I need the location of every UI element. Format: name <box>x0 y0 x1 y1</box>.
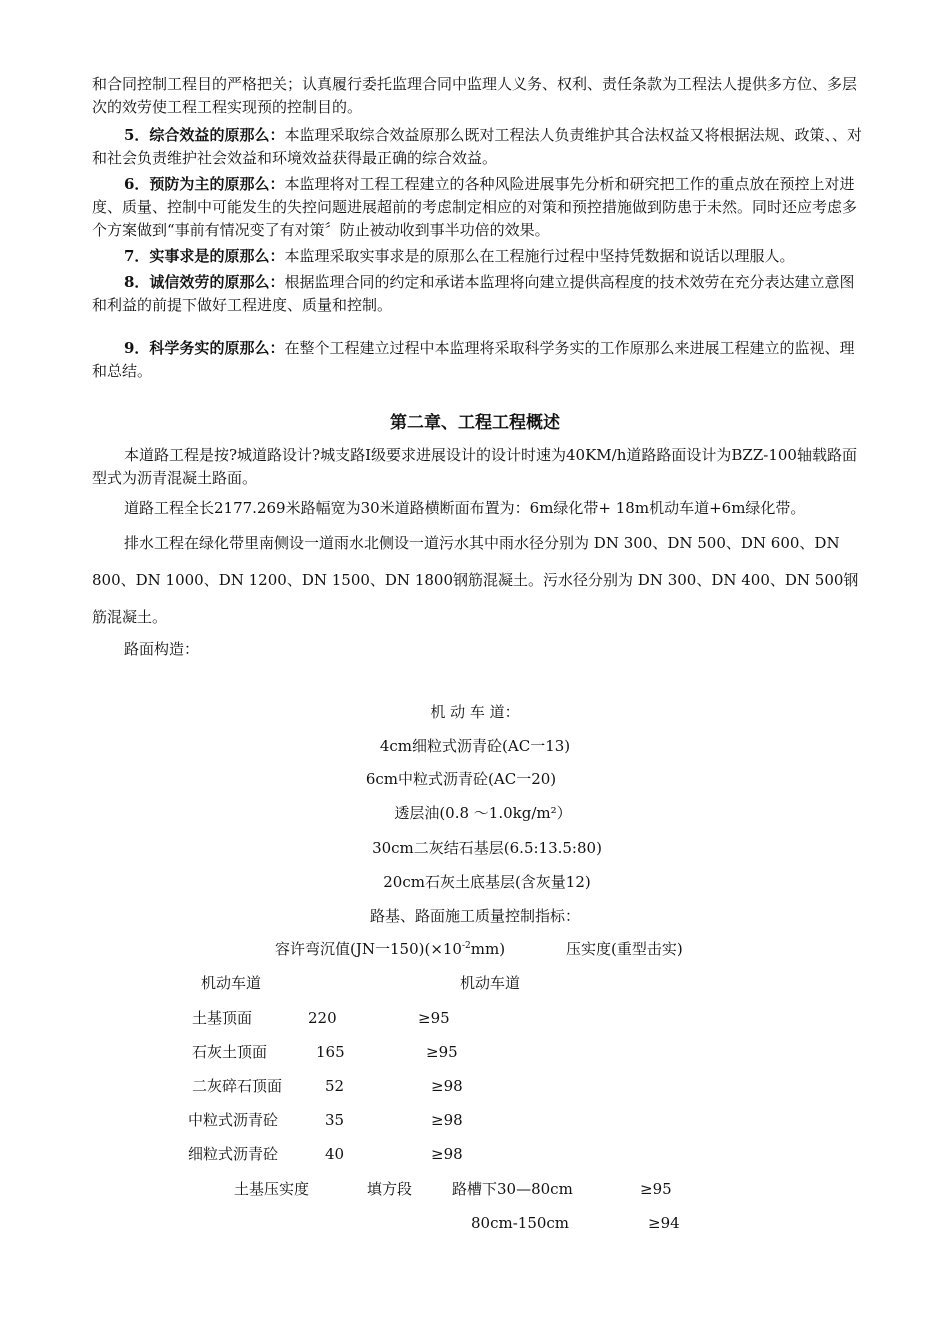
soil-range-2: 80cm-150cm <box>471 1214 570 1232</box>
principle-6-text: 本监理将对工程工程建立的各种风险进展事先分析和研究把工作的重点放在预控上对进度、质量、控制中可能发生的失控问题进展超前的考虑制定相应的对策和预控措施做到防患于未然。同时还应考虑多个方案做到“事前有情况变了有对策〞防止被动收到事半功倍的效果。 <box>92 175 858 239</box>
overview-paragraph-2: 道路工程全长2177.269米路幅宽为30米道路横断面布置为：6m绿化带+ 18m机动车道+6m绿化带。 <box>124 499 806 517</box>
row-name: 二灰碎石顶面 <box>192 1077 283 1095</box>
principle-9 <box>92 337 862 383</box>
quality-title: 路基、路面施工质量控制指标： <box>369 907 580 925</box>
principle-9-text: 在整个工程建立过程中本监理将采取科学务实的工作原那么来进展工程建立的监视、理和总结。 <box>92 339 855 380</box>
principle-5 <box>92 124 862 170</box>
deflection-header <box>275 939 505 959</box>
principle-9-label: 9．科学务实的原那么： <box>124 339 285 357</box>
deflection-exponent: -2 <box>461 941 471 951</box>
paragraph-continuation: 和合同控制工程目的严格把关；认真履行委托监理合同中监理人义务、权利、责任条款为工程法人提供多方位、多层次的效劳使工程工程实现预的控制目的。 <box>92 75 858 116</box>
soil-value-2: ≥94 <box>648 1214 680 1232</box>
row-deflection: 220 <box>308 1009 337 1027</box>
principle-7-label: 7．实事求是的原那么： <box>124 247 285 265</box>
deflection-label-b: mm) <box>470 940 506 958</box>
row-deflection: 35 <box>325 1111 345 1129</box>
row-deflection: 165 <box>316 1043 345 1061</box>
principle-7-text: 本监理采取实事求是的原那么在工程施行过程中坚持凭数据和说话以理服人。 <box>284 247 795 265</box>
overview-paragraph-4: 路面构造： <box>124 640 200 658</box>
principle-8-text: 根据监理合同的约定和承诺本监理将向建立提供高程度的技术效劳在充分表达建立意图和利益的前提下做好工程进度、质量和控制。 <box>92 273 855 314</box>
soil-compaction-label: 土基压实度 <box>234 1180 310 1198</box>
structure-layer-5: 20cm石灰土底基层(含灰量12) <box>383 873 591 891</box>
row-compaction: ≥98 <box>431 1111 463 1129</box>
chapter-title: 第二章、工程工程概述 <box>390 413 560 433</box>
row-name: 土基顶面 <box>192 1009 253 1027</box>
principle-5-text: 本监理采取综合效益原那么既对工程法人负责维护其合法权益又将根据法规、政策、、对和社会负责维护社会效益和环境效益获得最正确的综合效益。 <box>92 126 862 167</box>
compaction-header: 压实度(重型击实) <box>566 940 683 958</box>
column-label-left: 机动车道 <box>201 974 262 992</box>
fill-section-label: 填方段 <box>367 1180 413 1198</box>
column-label-right: 机动车道 <box>460 974 521 992</box>
row-name: 石灰土顶面 <box>192 1043 268 1061</box>
principle-8 <box>92 271 862 317</box>
row-compaction: ≥95 <box>418 1009 450 1027</box>
principle-7 <box>92 245 862 268</box>
overview-paragraph-1: 本道路工程是按?城道路设计?城支路Ⅰ级要求进展设计的设计时速为40KM/h道路路面设计为BZZ-100轴载路面型式为沥青混凝土路面。 <box>92 446 857 487</box>
overview-paragraph-3: 排水工程在绿化带里南侧设一道雨水北侧设一道污水其中雨水径分别为 DN 300、DN 500、DN 600、DN 800、DN 1000、DN 1200、DN 1500、DN 1800钢筋混凝土。污水径分别为 DN 300、DN 400、DN 500钢筋混凝土。 <box>92 534 859 626</box>
row-name: 细粒式沥青砼 <box>188 1145 279 1163</box>
structure-layer-2: 6cm中粒式沥青砼(AC一20) <box>365 770 557 788</box>
deflection-label-a: 容许弯沉值(JN一150)(×10 <box>275 940 462 958</box>
structure-layer-1: 4cm细粒式沥青砼(AC一13) <box>379 737 571 755</box>
principle-6-label: 6．预防为主的原那么： <box>124 175 285 193</box>
row-compaction: ≥98 <box>431 1145 463 1163</box>
principle-6 <box>92 173 862 242</box>
row-deflection: 52 <box>325 1077 345 1095</box>
soil-range-1: 路槽下30—80cm <box>452 1180 573 1198</box>
principle-8-label: 8．诚信效劳的原那么： <box>124 273 285 291</box>
structure-layer-4: 30cm二灰结石基层(6.5:13.5:80) <box>372 839 602 857</box>
soil-value-1: ≥95 <box>640 1180 672 1198</box>
row-compaction: ≥95 <box>426 1043 458 1061</box>
row-deflection: 40 <box>325 1145 345 1163</box>
row-name: 中粒式沥青砼 <box>188 1111 279 1129</box>
structure-layer-3: 透层油(0.8 ～1.0kg/m²） <box>394 804 572 822</box>
row-compaction: ≥98 <box>431 1077 463 1095</box>
principle-5-label: 5．综合效益的原那么： <box>124 126 285 144</box>
structure-heading: 机 动 车 道： <box>430 703 520 721</box>
